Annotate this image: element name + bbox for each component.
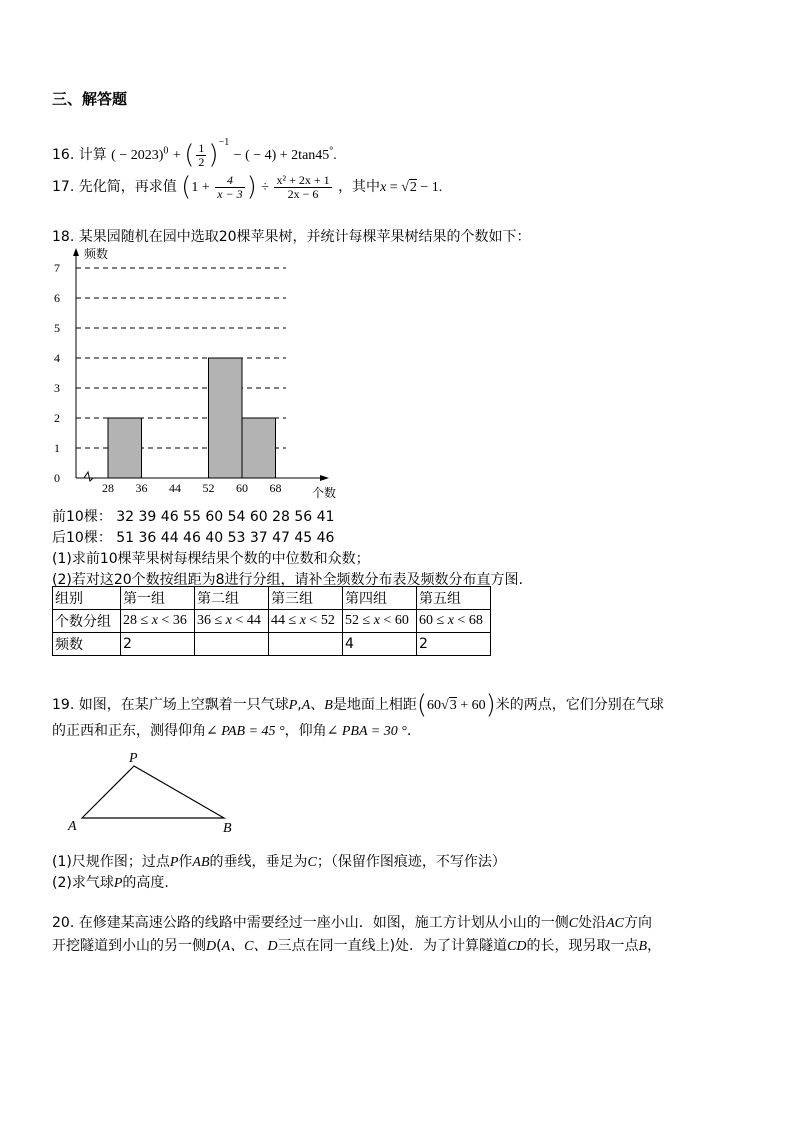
q20-text: ( bbox=[216, 938, 222, 954]
range-lo: 36 bbox=[197, 613, 211, 628]
q17-eq: = bbox=[386, 180, 402, 195]
q19-sep: 、 bbox=[310, 697, 325, 713]
x-tick-label: 36 bbox=[135, 481, 148, 495]
q17-fraction2 bbox=[274, 174, 331, 201]
q20-line1 bbox=[52, 912, 652, 932]
q19-point-A: A bbox=[301, 698, 311, 713]
range-hi: 36 bbox=[172, 613, 187, 628]
lt-symbol: < bbox=[453, 613, 469, 628]
range-hi: 44 bbox=[246, 613, 261, 628]
table-range-cell bbox=[269, 610, 343, 633]
q17-x: x bbox=[380, 180, 387, 195]
q19-text: . bbox=[406, 723, 412, 739]
table-header-cell: 第一组 bbox=[121, 587, 195, 610]
q20-text: 处沿 bbox=[578, 915, 607, 931]
q17-f2-den: 2x − 6 bbox=[287, 186, 319, 201]
x-tick-label: 44 bbox=[169, 481, 181, 495]
q17-lparen: ( bbox=[181, 172, 192, 202]
y-tick-label: 4 bbox=[54, 351, 60, 365]
table-freq-cell[interactable]: 2 bbox=[121, 633, 195, 656]
q18-stem: 18. 某果园随机在园中选取20棵苹果树，并统计每棵苹果树结果的个数如下： bbox=[52, 229, 531, 245]
chart-ylabel: 频数 bbox=[84, 247, 109, 261]
range-lo: 44 bbox=[271, 613, 285, 628]
x-tick-label: 68 bbox=[269, 481, 282, 495]
q17-prefix: 17. 先化简，再求值 bbox=[52, 179, 177, 195]
y-tick-label: 2 bbox=[54, 411, 60, 425]
q19-part2 bbox=[52, 872, 169, 892]
q19-text: (2)求气球 bbox=[52, 875, 114, 891]
q17-f2-num: x² + 2x + 1 bbox=[276, 172, 330, 187]
table-row-freqs bbox=[53, 633, 491, 656]
range-hi: 52 bbox=[320, 613, 335, 628]
chart-yticks bbox=[54, 261, 60, 485]
q20-segment-CD: CD bbox=[507, 939, 527, 954]
q19-text: ，仰角 bbox=[284, 723, 327, 739]
table-row-ranges bbox=[53, 610, 491, 633]
chart-xticks bbox=[102, 481, 282, 495]
q19-text: 是地面上相距 bbox=[332, 697, 417, 713]
y-axis-arrow bbox=[73, 248, 79, 256]
q20-point-C: C bbox=[568, 916, 579, 931]
lt-symbol: < bbox=[305, 613, 321, 628]
lt-symbol: < bbox=[379, 613, 395, 628]
lt-symbol: < bbox=[157, 613, 173, 628]
table-range-cell bbox=[417, 610, 491, 633]
q19-dist-radicand: 3 bbox=[449, 698, 457, 713]
range-hi: 60 bbox=[394, 613, 409, 628]
q16-rparen: ) bbox=[208, 140, 219, 170]
q17-radicand: 2 bbox=[409, 180, 417, 195]
q19-text: 的高度. bbox=[122, 875, 169, 891]
lt-symbol: < bbox=[231, 613, 247, 628]
q19-text: 作 bbox=[178, 854, 193, 870]
q19-point-P: P bbox=[288, 698, 298, 713]
table-header-cell: 第二组 bbox=[195, 587, 269, 610]
table-range-cell bbox=[343, 610, 417, 633]
q18-part2: (2)若对这20个数按组距为8进行分组，请补全频数分布表及频数分布直方图. bbox=[52, 572, 524, 588]
y-tick-label: 6 bbox=[54, 291, 60, 305]
question-17 bbox=[52, 172, 442, 203]
q19-dist-b: + 60 bbox=[456, 698, 486, 713]
table-freq-cell[interactable] bbox=[195, 633, 269, 656]
q19-dist-a: 60 bbox=[427, 698, 442, 713]
y-tick-label: 1 bbox=[54, 441, 60, 455]
q20-text: 的长，现另取一点 bbox=[526, 938, 639, 954]
histogram-bar bbox=[108, 418, 142, 478]
label-B: B bbox=[223, 821, 232, 836]
q16-plus: + bbox=[172, 148, 185, 163]
range-lo: 28 bbox=[123, 613, 137, 628]
q17-tail: − 1. bbox=[416, 180, 443, 195]
table-row-label: 个数分组 bbox=[53, 610, 121, 633]
q16-exp0: 0 bbox=[163, 145, 169, 157]
x-tick-label: 52 bbox=[202, 481, 215, 495]
q18-first10: 前10棵： 32 39 46 55 60 54 60 28 56 41 bbox=[52, 509, 335, 525]
table-freq-cell[interactable]: 2 bbox=[417, 633, 491, 656]
x-axis-arrow bbox=[320, 475, 329, 481]
q20-text: 开挖隧道到小山的另一侧 bbox=[52, 938, 206, 954]
q19-text: (1)尺规作图；过点 bbox=[52, 854, 170, 870]
axis-break bbox=[84, 472, 93, 481]
histogram-chart bbox=[40, 240, 350, 505]
histogram-bar bbox=[209, 358, 243, 478]
le-symbol: ≤ bbox=[359, 613, 374, 628]
section-title: 三、解答题 bbox=[52, 90, 128, 108]
q17-sqrt-sign: √ bbox=[401, 180, 409, 195]
q19-angle-pba: ∠ PBA = 30 ° bbox=[326, 724, 407, 739]
table-header-cell: 第三组 bbox=[269, 587, 343, 610]
table-row-label: 频数 bbox=[53, 633, 121, 656]
le-symbol: ≤ bbox=[433, 613, 448, 628]
q19-text: 米的两点，它们分别在气球 bbox=[495, 697, 664, 713]
q16-half-num: 1 bbox=[198, 140, 205, 155]
q19-segment-AB: AB bbox=[192, 855, 210, 870]
le-symbol: ≤ bbox=[285, 613, 300, 628]
range-lo: 52 bbox=[345, 613, 359, 628]
table-freq-cell[interactable]: 4 bbox=[343, 633, 417, 656]
q19-point-P: P bbox=[169, 855, 179, 870]
triangle-pab bbox=[82, 766, 224, 818]
q16-term2: − ( − 4) + 2tan45 bbox=[233, 148, 330, 163]
q20-points-ACD: A、C、D bbox=[221, 939, 278, 954]
q16-half-den: 2 bbox=[198, 154, 205, 169]
range-x: x bbox=[447, 613, 454, 628]
q17-rparen: ) bbox=[246, 172, 257, 202]
q19-text: 的垂线，垂足为 bbox=[209, 854, 308, 870]
q19-angle-pab: ∠ PAB = 45 ° bbox=[206, 724, 285, 739]
q19-point-B: B bbox=[324, 698, 333, 713]
y-tick-label: 7 bbox=[54, 261, 60, 275]
q20-text: 20. 在修建某高速公路的线路中需要经过一座小山．如图，施工方计划从小山的一侧 bbox=[52, 915, 569, 931]
range-x: x bbox=[151, 613, 158, 628]
q20-line-AC: AC bbox=[606, 916, 624, 931]
q19-rparen: ) bbox=[485, 690, 496, 720]
q17-mid: ，其中 bbox=[338, 179, 381, 195]
q20-point-B: B bbox=[638, 939, 648, 954]
histogram-bar bbox=[242, 418, 276, 478]
q18-part1: (1)求前10棵苹果树每棵结果个数的中位数和众数； bbox=[52, 551, 370, 567]
frequency-table bbox=[52, 586, 491, 656]
y-tick-label: 5 bbox=[54, 321, 60, 335]
table-header-cell: 第四组 bbox=[343, 587, 417, 610]
q16-degree: ° bbox=[329, 145, 334, 157]
q17-div: ÷ bbox=[261, 180, 273, 195]
q19-text: ；（保留作图痕迹，不写作法） bbox=[316, 854, 506, 870]
table-row-headers bbox=[53, 587, 491, 610]
q16-prefix: 16. 计算 bbox=[52, 147, 107, 163]
le-symbol: ≤ bbox=[137, 613, 152, 628]
q17-one-plus: 1 + bbox=[191, 180, 214, 195]
label-A: A bbox=[68, 819, 77, 834]
q20-line2 bbox=[52, 935, 661, 955]
range-lo: 60 bbox=[419, 613, 433, 628]
triangle-figure bbox=[60, 748, 250, 838]
range-x: x bbox=[225, 613, 232, 628]
range-x: x bbox=[373, 613, 380, 628]
range-hi: 68 bbox=[468, 613, 483, 628]
range-x: x bbox=[299, 613, 306, 628]
question-16 bbox=[52, 128, 337, 171]
y-tick-label: 3 bbox=[54, 381, 60, 395]
q16-term1: ( − 2023) bbox=[111, 148, 164, 163]
q19-point-P: P bbox=[113, 876, 123, 891]
table-header-cell: 组别 bbox=[53, 587, 121, 610]
q20-point-D: D bbox=[206, 939, 217, 954]
q19-text: 19. 如图，在某广场上空飘着一只气球 bbox=[52, 697, 289, 713]
q19-point-C: C bbox=[307, 855, 317, 870]
q16-exp-neg1: −1 bbox=[218, 137, 230, 148]
q19-line1 bbox=[52, 692, 664, 719]
label-P: P bbox=[129, 751, 138, 766]
x-tick-label: 60 bbox=[236, 481, 248, 495]
q20-text: 三点在同一直线上)处．为了计算隧道 bbox=[277, 938, 508, 954]
q18-last10: 后10棵： 51 36 44 46 40 53 37 47 45 46 bbox=[52, 530, 335, 546]
table-header-cell: 第五组 bbox=[417, 587, 491, 610]
q16-end: . bbox=[333, 148, 337, 163]
q20-text: ， bbox=[647, 938, 662, 954]
q19-sep: , bbox=[297, 697, 302, 713]
q19-lparen: ( bbox=[416, 690, 428, 720]
table-range-cell bbox=[121, 610, 195, 633]
table-freq-cell[interactable] bbox=[269, 633, 343, 656]
q16-half-fraction bbox=[196, 142, 206, 169]
chart-xlabel: 个数 bbox=[312, 486, 337, 500]
q17-fraction1 bbox=[215, 174, 244, 201]
q19-sqrt-sign: √ bbox=[441, 698, 449, 713]
x-tick-label: 28 bbox=[102, 481, 114, 495]
q19-line2 bbox=[52, 720, 411, 740]
table-range-cell bbox=[195, 610, 269, 633]
chart-bars bbox=[108, 358, 276, 478]
q17-f1-den: x − 3 bbox=[217, 186, 243, 201]
q19-part1 bbox=[52, 851, 506, 871]
q20-text: 方向 bbox=[623, 915, 652, 931]
q17-f1-num: 4 bbox=[215, 174, 244, 188]
y-tick-label: 0 bbox=[54, 471, 60, 485]
le-symbol: ≤ bbox=[211, 613, 226, 628]
q16-lparen: ( bbox=[184, 140, 195, 170]
q19-text: 的正西和正东，测得仰角 bbox=[52, 723, 206, 739]
